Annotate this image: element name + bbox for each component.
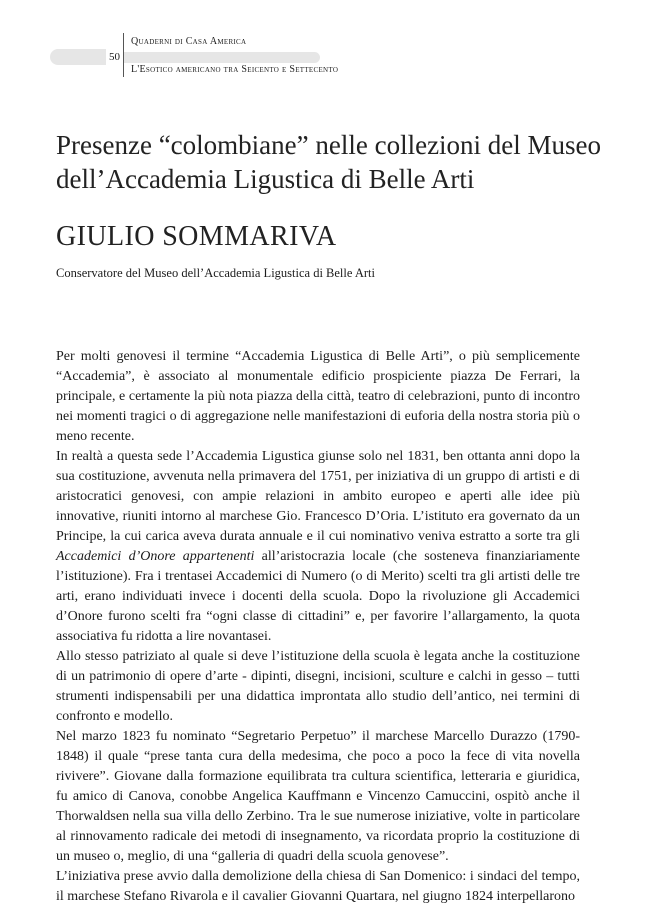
article-author: GIULIO SOMMARIVA <box>56 221 337 252</box>
paragraph-4: Nel marzo 1823 fu nominato “Segretario Perpetuo” il marchese Marcello Durazzo (1790-1848) il quale “prese tanta cura della medesima, che poco a poco la fece di vita novella rivivere”. Giovane dalla formazione equilibrata tra cultura scientifica, letteraria e giuridica, fu amico di Canova, conobbe Angelica Kauffmann e Vincenzo Camuccini, ospitò anche il Thorwaldsen nella sua villa dello Zerbino. Tra le sue numerose iniziative, volte in particolare al rinnovamento radicale dei metodi di insegnamento, va ricordata proprio la costituzione di un museo o, meglio, di una “galleria di quadri della scuola genovese”. <box>56 729 580 864</box>
article-body <box>56 347 580 907</box>
page-number: 50 <box>109 51 120 63</box>
paragraph-2-text-b: all’aristocrazia locale (che sosteneva finanziariamente l’istituzione). Fra i trentasei Accademici di Numero (o di Merito) scelti tra gli artisti delle tre arti, erano individuati invece i docenti della scuola. Dopo la rivoluzione gli Accademici d’Onore furono scelti fra “ogni classe di cittadini” e, per favorire l’allargamento, la quota associativa fu ridotta a lire novantasei. <box>56 549 580 644</box>
author-affiliation: Conservatore del Museo dell’Accademia Ligustica di Belle Arti <box>56 266 376 280</box>
paragraph-5: L’iniziativa prese avvio dalla demolizione della chiesa di San Domenico: i sindaci del tempo, il marchese Stefano Rivarola e il cavalier Giovanni Quartara, nel giugno 1824 interpellarono <box>56 869 580 904</box>
header-divider <box>123 33 124 77</box>
article-title: Presenze “colombiane” nelle collezioni del Museo dell’Accademia Ligustica di Belle Arti <box>56 130 602 194</box>
running-head-volume: L'Esotico americano tra Seicento e Settecento <box>131 64 339 75</box>
header-decor-bar-right <box>124 52 320 63</box>
paragraph-2-italic: Accademici d’Onore appartenenti <box>56 549 255 564</box>
paragraph-2-text-a: In realtà a questa sede l’Accademia Ligustica giunse solo nel 1831, ben ottanta anni dopo la sua costituzione, avvenuta nella primavera del 1751, per iniziativa di un gruppo di artisti e di aristocratici genovesi, con ampie relazioni in ambito europeo e aperti alle idee più innovative, riuniti intorno al marchese Gio. Francesco D’Oria. L’istituto era governato da un Principe, la cui carica aveva durata annuale e il cui nominativo veniva estratto a sorte tra gli <box>56 449 580 544</box>
paragraph-3: Allo stesso patriziato al quale si deve l’istituzione della scuola è legata anche la costituzione di un patrimonio di opere d’arte - dipinti, disegni, incisioni, sculture e calchi in gesso – tutti strumenti indispensabili per una didattica improntata allo studio dell’antico, nei termini di confronto e modello. <box>56 649 580 724</box>
running-head-series: Quaderni di Casa America <box>131 36 247 47</box>
paragraph-1: Per molti genovesi il termine “Accademia Ligustica di Belle Arti”, o più semplicemente “Accademia”, è associato al monumentale edificio prospiciente piazza De Ferrari, la principale, e certamente la più nota piazza della città, teatro di celebrazioni, punto di incontro nei momenti tragici o di aggregazione nelle manifestazioni di euforia della nostra storia più o meno recente. <box>56 349 580 444</box>
paragraph-2 <box>56 447 580 647</box>
